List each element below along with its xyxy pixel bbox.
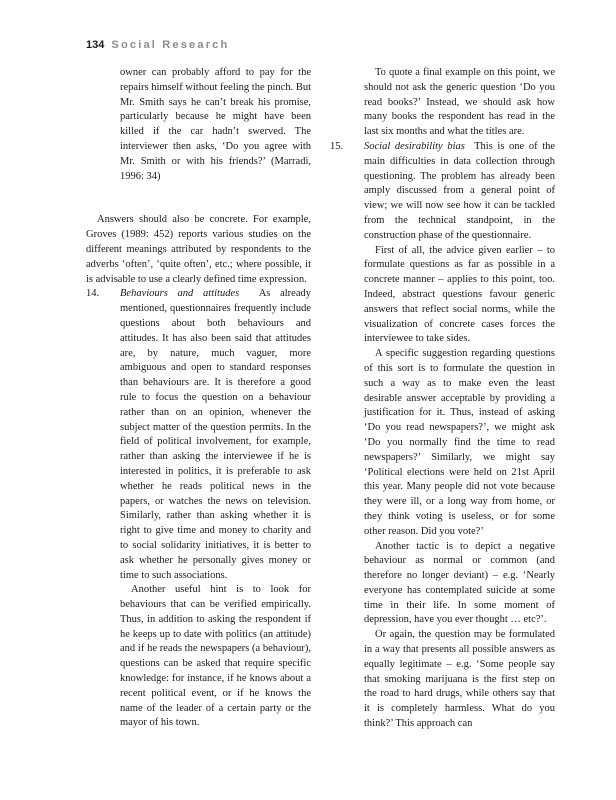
left-column — [86, 66, 311, 731]
quote-continuation: owner can probably afford to pay for the repairs himself without feeling the pinch. But Mr. Smith says he can’t break his promise, particularly because he might have been killed if the car hadn’t swerved. The interviewer then asks, ‘Do you agree with Mr. Smith or with his friends?’ (Marradi, 1996: 34) — [120, 67, 311, 182]
paragraph-first-of-all: First of all, the advice given earlier – to formulate questions as far as possible in a concrete manner – applies to this point, too. Indeed, abstract questions favour generic answers that reflect social norms, while the visualization of concrete cases forces the interviewee to take sides. — [364, 244, 555, 345]
paragraph-another-tactic: Another tactic is to depict a negative behaviour as normal or common (and therefore no longer deviant) – e.g. ‘Nearly everyone has contemplated suicide at some time in their life. In some moment of depression, have you ever thought … etc?’. — [364, 540, 555, 626]
paragraph-concrete: Answers should also be concrete. For example, Groves (1989: 452) reports various studies on the different meanings attributed by respondents to the adverbs ‘often’, ‘quite often’, etc.; where possible, it is advisable to use a clearly defined time expression. — [86, 214, 311, 285]
item-number: 15. — [330, 140, 344, 152]
page-header — [86, 39, 229, 51]
item-heading: Behaviours and attitudes — [120, 288, 240, 300]
spacer — [86, 184, 311, 213]
paragraph-specific-suggestion: A specific suggestion regarding questions of this sort is to formulate the question in such a way as to make even the least desirable answer acceptable by providing a justification for it. Thus, instead of asking ‘Do you read newspapers?’, we might ask ‘Do you normally find the time to read newspapers?’ Similarly, we might say ‘Political elections were held on 21st April this year. Many people did not vote because they were ill, or a long way from home, or they think voting is useless, or for some other reason. Did you vote?’ — [364, 348, 555, 537]
numbered-item-14 — [86, 287, 311, 583]
item-number: 14. — [86, 288, 100, 300]
paragraph-final-example: To quote a final example on this point, we should not ask the generic question ‘Do you read books?’ Instead, we should ask how many books the respondent has read in the last six months and what the titles are. — [364, 67, 555, 138]
running-title: Social Research — [111, 39, 230, 51]
paragraph-or-again: Or again, the question may be formulated in a way that presents all possible answers as equally legitimate – e.g. ‘Some people say that smoking marijuana is the first step on the road to hard drugs, while others say that it is completely harmless. What do you think?’ This approach can — [364, 629, 555, 730]
item-heading: Social desirability bias — [364, 140, 465, 152]
item-text: This is one of the main difficulties in data collection through questioning. The problem has already been amply discussed from a general point of view; we will now see how it can be tackled from the technical standpoint, in the construction phase of the questionnaire. — [364, 140, 556, 241]
page-number: 134 — [86, 39, 105, 51]
right-column — [330, 66, 555, 732]
item-text: As already mentioned, questionnaires frequently include questions about both behaviours and attitudes. It has also been said that attitudes are, by nature, much vaguer, more ambiguous and open to standard responses than behaviours are. It is therefore a good rule to focus the question on a behaviour rather than on an opinion, whenever the subject matter of the question permits. In the field of political involvement, for example, rather than asking the interviewee if he is interested in politics, it is preferable to ask whether he reads political news in the papers, or watches the news on television. Similarly, rather than asking whether it is right to give time and money to charity and to social solidarity initiatives, it is better to ask whether he personally gives money or time to such associations. — [120, 288, 311, 581]
numbered-item-15 — [330, 140, 555, 244]
paragraph-hint: Another useful hint is to look for behaviours that can be verified empirically. Thus, in addition to asking the respondent if he keeps up to date with politics (an attitude) and if he reads the newspapers (a behaviour), questions can be asked that require specific knowledge: for instance, if he knows about a recent political event, or if he knows the name of the leader of a certain party or the mayor of his town. — [120, 584, 311, 729]
